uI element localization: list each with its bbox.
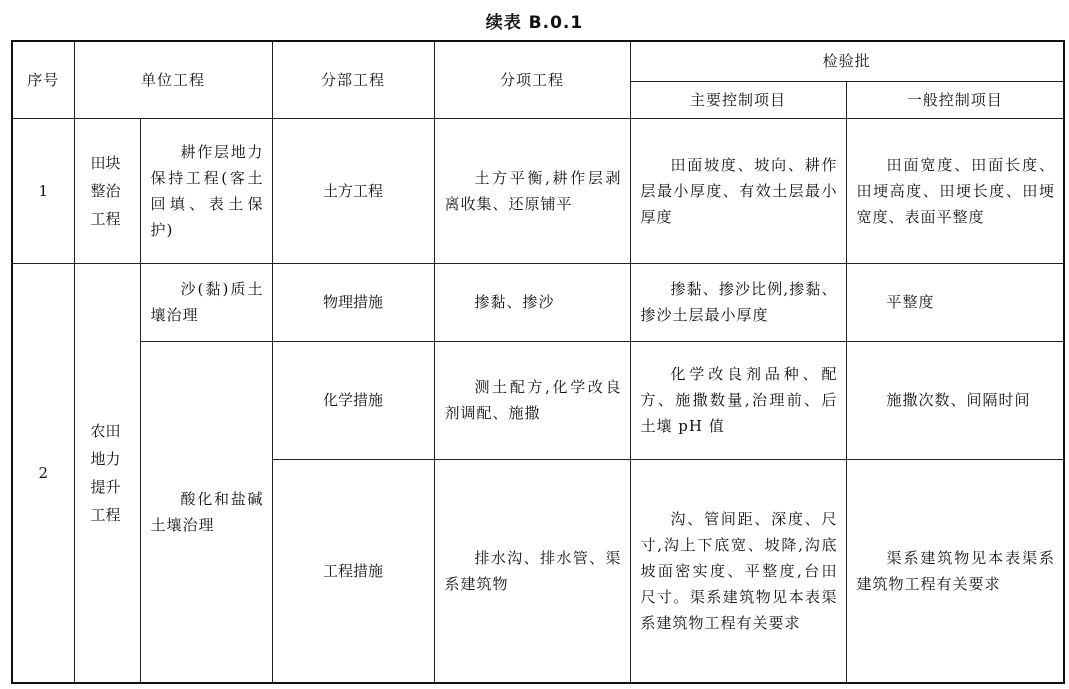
table-row: [12, 341, 1064, 459]
row-seq: 2: [12, 263, 74, 683]
row-division: 工程措施: [272, 459, 434, 683]
row-unit-text: 农田地力提升工程: [90, 421, 121, 524]
row-subitem: 掺黏、掺沙: [434, 263, 630, 341]
row-subitem: 测土配方,化学改良剂调配、施撒: [434, 341, 630, 459]
row-general-control: 渠系建筑物见本表渠系建筑物工程有关要求: [846, 459, 1064, 683]
row-main-control: 田面坡度、坡向、耕作层最小厚度、有效土层最小厚度: [630, 118, 846, 263]
row-main-control: 化学改良剂品种、配方、施撒数量,治理前、后土壤 pH 值: [630, 341, 846, 459]
row-subunit: 沙(黏)质土壤治理: [140, 263, 272, 341]
table-row: [12, 118, 1064, 263]
header-unit: 单位工程: [74, 41, 272, 118]
row-division: 化学措施: [272, 341, 434, 459]
row-main-control: 沟、管间距、深度、尺寸,沟上下底宽、坡降,沟底坡面密实度、平整度,台田尺寸。渠系建筑物见本表渠系建筑物工程有关要求: [630, 459, 846, 683]
header-main-control: 主要控制项目: [630, 81, 846, 118]
row-seq: 1: [12, 118, 74, 263]
row-subitem: 排水沟、排水管、渠系建筑物: [434, 459, 630, 683]
header-subitem: 分项工程: [434, 41, 630, 118]
header-division: 分部工程: [272, 41, 434, 118]
header-inspection-lot: 检验批: [630, 41, 1064, 81]
table-row: [12, 263, 1064, 341]
header-seq: 序号: [12, 41, 74, 118]
row-subunit: 酸化和盐碱土壤治理: [140, 341, 272, 683]
row-general-control: 施撒次数、间隔时间: [846, 341, 1064, 459]
inspection-table: [11, 40, 1065, 684]
row-division: 物理措施: [272, 263, 434, 341]
row-division: 土方工程: [272, 118, 434, 263]
table-title: 续表 B.0.1: [485, 13, 584, 33]
row-subunit: 耕作层地力保持工程(客土回填、表土保护): [140, 118, 272, 263]
row-subitem: 土方平衡,耕作层剥离收集、还原铺平: [434, 118, 630, 263]
header-general-control: 一般控制项目: [846, 81, 1064, 118]
row-general-control: 田面宽度、田面长度、田埂高度、田埂长度、田埂宽度、表面平整度: [846, 118, 1064, 263]
row-general-control: 平整度: [846, 263, 1064, 341]
row-unit-text: 田块整治工程: [90, 153, 121, 228]
row-unit: [74, 118, 140, 263]
row-main-control: 掺黏、掺沙比例,掺黏、掺沙土层最小厚度: [630, 263, 846, 341]
header-row-1: [12, 41, 1064, 81]
row-unit: [74, 263, 140, 683]
